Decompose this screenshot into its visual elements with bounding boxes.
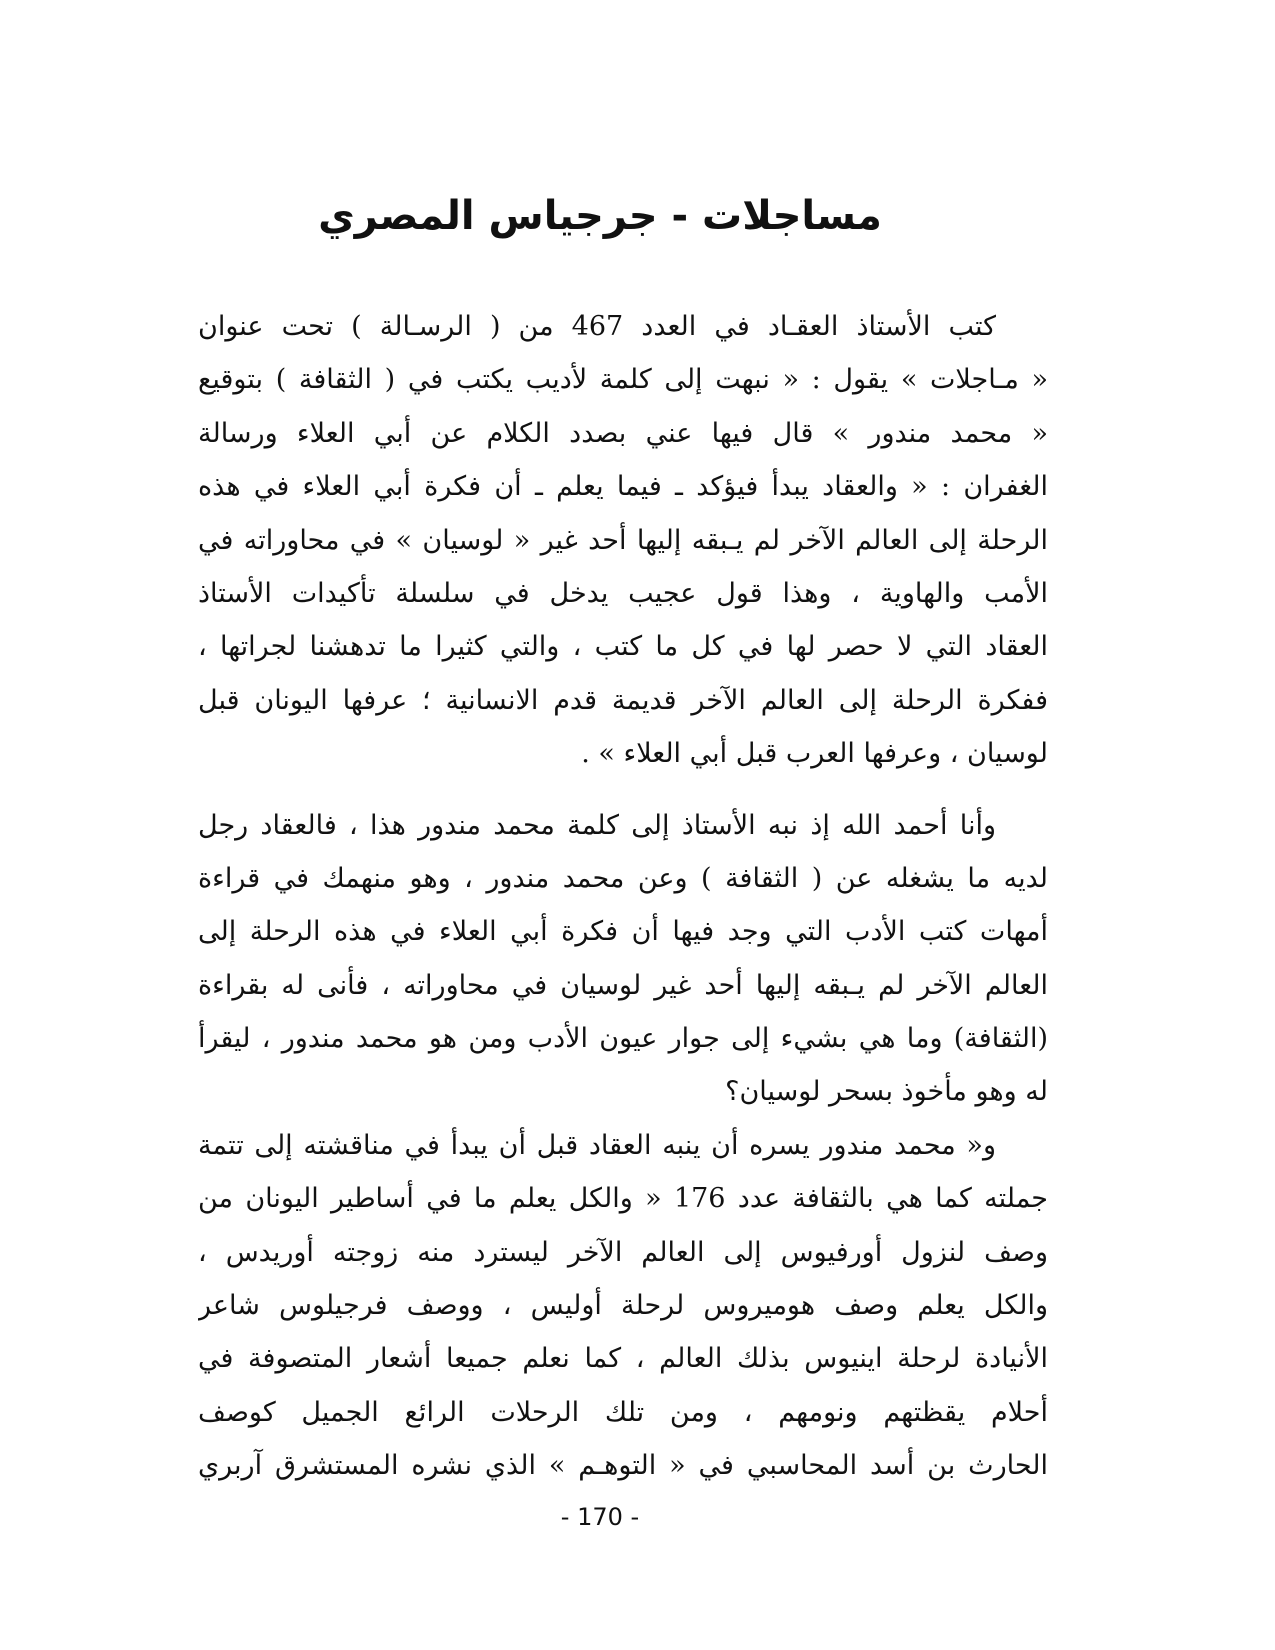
text-line: « محمد مندور » قال فيها عني بصدد الكلام عن أبي العلاء ورسالة [198,417,1048,449]
text-line: الغفران : « والعقاد يبدأ فيؤكد ـ فيما يعلم ـ أن فكرة أبي العلاء في هذه [198,471,1048,503]
page-number: - 170 - [560,1503,640,1531]
text-line: لوسيان ، وعرفها العرب قبل أبي العلاء » . [581,738,1048,770]
text-line: والكل يعلم وصف هوميروس لرحلة أوليس ، ووصف فرجيلوس شاعر [198,1290,1048,1322]
body-text [198,300,1048,1493]
text-line: « مـاجلات » يقول : « نبهت إلى كلمة لأديب يكتب في ( الثقافة ) بتوقيع [198,364,1048,396]
text-line: العقاد التي لا حصر لها في كل ما كتب ، والتي كثيرا ما تدهشنا لجراتها ، [198,631,1048,663]
text-line: ففكرة الرحلة إلى العالم الآخر قديمة قدم الانسانية ؛ عرفها اليونان قبل [198,684,1048,716]
text-line: و« محمد مندور يسره أن ينبه العقاد قبل أن يبدأ في مناقشته إلى تتمة [198,1129,996,1161]
text-line: أمهات كتب الأدب التي وجد فيها أن فكرة أبي العلاء في هذه الرحلة إلى [198,916,1048,948]
text-line: الحارث بن أسد المحاسبي في « التوهـم » الذي نشره المستشرق آربري [198,1450,1048,1482]
text-line: الرحلة إلى العالم الآخر لم يـبقه إليها أحد غير « لوسيان » في محاوراته في [198,524,1048,556]
text-line: كتب الأستاذ العقـاد في العدد 467 من ( الرسـالة ) تحت عنوان [198,311,996,342]
paragraph-3 [198,1119,1048,1493]
text-line: الأنيادة لرحلة اينيوس بذلك العالم ، كما نعلم جميعا أشعار المتصوفة في [198,1343,1048,1375]
text-line: وأنا أحمد الله إذ نبه الأستاذ إلى كلمة محمد مندور هذا ، فالعقاد رجل [198,809,996,841]
paragraph-spacer [198,781,1048,799]
paragraph-1 [198,300,1048,781]
text-line: له وهو مأخوذ بسحر لوسيان؟ [725,1076,1048,1108]
text-line: (الثقافة) وما هي بشيء إلى جوار عيون الأدب ومن هو محمد مندور ، ليقرأ [198,1023,1048,1055]
text-line: وصف لنزول أورفيوس إلى العالم الآخر ليسترد منه زوجته أوريدس ، [198,1236,1048,1268]
text-line: لديه ما يشغله عن ( الثقافة ) وعن محمد مندور ، وهو منهمك في قراءة [198,862,1048,894]
text-line: العالم الآخر لم يـبقه إليها أحد غير لوسيان في محاوراته ، فأنى له بقراءة [198,969,1048,1001]
page-title: مساجلات - جرجياس المصري [318,193,882,239]
text-line: الأمب والهاوية ، وهذا قول عجيب يدخل في سلسلة تأكيدات الأستاذ [198,577,1048,609]
text-line: أحلام يقظتهم ونومهم ، ومن تلك الرحلات الرائع الجميل كوصف [198,1396,1048,1428]
text-line: جملته كما هي بالثقافة عدد 176 « والكل يعلم ما في أساطير اليونان من [198,1183,1048,1215]
paragraph-2 [198,799,1048,1119]
